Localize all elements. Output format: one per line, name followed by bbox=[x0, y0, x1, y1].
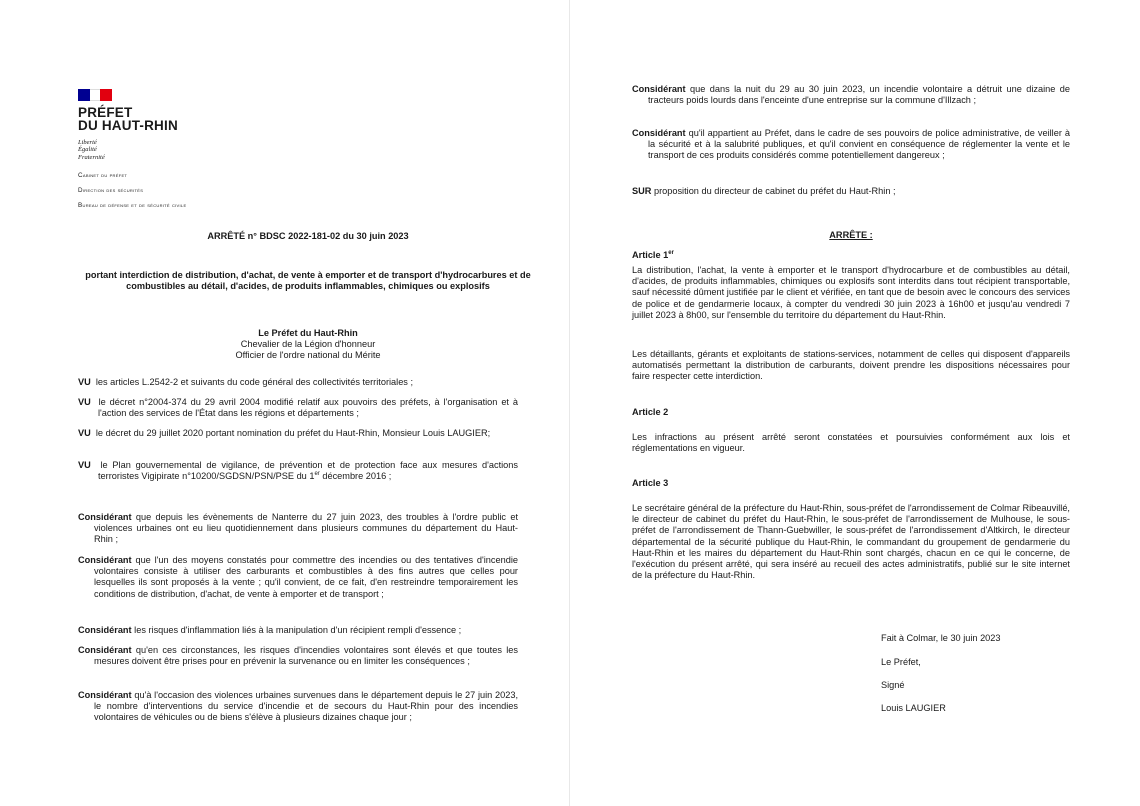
article-3-paragraph: Le secrétaire général de la préfecture du Haut-Rhin, sous-préfet de l'arrondissement de Colmar Ribeauvillé, le directeur de cabinet du préfet du Haut-Rhin, le sous-préfet de l'arrondissement de Mulhouse, le sous-préfet de l'arrondissement de Thann-Guebwiller, le sous-préfet de l'arrondissement d'Altkirch, le directeur départemental de la sécurité publique du Haut-Rhin, le commandant du groupement de gendarmerie du Haut-Rhin et les maires du département du Haut-Rhin sont chargés, chacun en ce qui le concerne, de l'exécution du présent arrêté, qui sera inséré au recueil des actes administratifs, publié sur le site internet de la préfecture du Haut-Rhin. bbox=[632, 503, 1070, 581]
article-3-title: Article 3 bbox=[632, 478, 669, 488]
service-bureau: Bureau de défense et de sécurité civile bbox=[78, 202, 187, 209]
right-page bbox=[570, 0, 1140, 806]
visa-text: les articles L.2542-2 et suivants du code général des collectivités territoriales ; bbox=[95, 377, 414, 387]
proposal-text: proposition du directeur de cabinet du préfet du Haut-Rhin ; bbox=[653, 186, 896, 196]
motto-egalite: Égalité bbox=[78, 146, 97, 154]
visa-item bbox=[78, 397, 518, 419]
republic-motto bbox=[78, 139, 105, 161]
article-1-paragraph-2: Les détaillants, gérants et exploitants de stations-services, notamment de celles qui disposent d'appareils automatisés permettant la distribution de carburants, doivent prendre les dispositions nécessaires pour faire respecter cette interdiction. bbox=[632, 349, 1070, 382]
considerant-lead: Considérant bbox=[78, 625, 132, 635]
considerant-item bbox=[78, 690, 518, 724]
proposal-lead: SUR bbox=[632, 186, 652, 196]
signature-role: Le Préfet, bbox=[881, 657, 921, 667]
visa-item bbox=[78, 428, 518, 439]
considerant-text: qu'à l'occasion des violences urbaines survenues dans le département depuis le 27 juin 2023, le nombre d'interventions du service d'incendie et de secours du Haut-Rhin pour des incendies volontaires de véhicules ou de biens s'élève à plusieurs dizaines chaque jour ; bbox=[94, 690, 518, 723]
article-2-title: Article 2 bbox=[632, 407, 669, 417]
visa-item bbox=[78, 460, 518, 482]
visa-lead: VU bbox=[78, 460, 91, 470]
considerant-item bbox=[78, 625, 518, 636]
service-direction: Direction des sécurités bbox=[78, 187, 144, 194]
article-2-paragraph: Les infractions au présent arrêté seront constatées et poursuivies conformément aux lois et réglementations en vigueur. bbox=[632, 432, 1070, 454]
visa-text: le Plan gouvernemental de vigilance, de prévention et de protection face aux mesures d'actions terroristes Vigipirate n°10200/SGDSN/PSN/PSE du 1er décembre 2016 ; bbox=[98, 460, 518, 482]
considerant-text: qu'en ces circonstances, les risques d'incendies volontaires sont élevés et que toutes les mesures doivent être prises pour en prévenir la survenance ou en limiter les conséquences ; bbox=[94, 645, 518, 667]
considerant-item bbox=[632, 84, 1070, 106]
article-1-title: Article 1er bbox=[632, 249, 674, 260]
considerant-item bbox=[632, 128, 1070, 162]
visa-lead: VU bbox=[78, 428, 91, 438]
considerant-lead: Considérant bbox=[78, 690, 132, 700]
considerant-text: que depuis les évènements de Nanterre du 27 juin 2023, des troubles à l'ordre public et violences urbaines ont eu lieu quotidiennement dans plusieurs communes du département du Haut-Rhin ; bbox=[94, 512, 518, 545]
proposal bbox=[632, 186, 1070, 197]
prefecture-name bbox=[78, 106, 178, 132]
motto-fraternite: Fraternité bbox=[78, 153, 105, 161]
article-1-paragraph-1: La distribution, l'achat, la vente à emporter et le transport d'hydrocarbure et de combustibles au détail, d'acides, de produits inflammables, chimiques ou explosifs sont interdits dans tout récipient transportable, sauf nécessité dûment justifiée par le client et vérifiée, en tant que de besoin avec le concours des services de police et de gendarmerie locaux, à compter du vendredi 30 juin 2023 à 16h00 et jusqu'au vendredi 7 juillet 2023 à 8h00, sur l'ensemble du territoire du département du Haut-Rhin. bbox=[632, 265, 1070, 320]
decree-number: ARRÊTÉ n° BDSC 2022-181-02 du 30 juin 2023 bbox=[207, 231, 409, 241]
visa-lead: VU bbox=[78, 397, 91, 407]
considerant-lead: Considérant bbox=[78, 555, 132, 565]
considerant-item bbox=[78, 512, 518, 546]
considerant-lead: Considérant bbox=[78, 512, 132, 522]
flag-red bbox=[100, 89, 112, 101]
visa-text: le décret du 29 juillet 2020 portant nomination du préfet du Haut-Rhin, Monsieur Louis LAUGIER; bbox=[95, 428, 491, 438]
marianne-logo bbox=[78, 89, 112, 101]
decree-subject: portant interdiction de distribution, d'achat, de vente à emporter et de transport d'hydrocarbures et de combustibles au détail, d'acides, de produits inflammables, chimiques ou explosifs bbox=[85, 270, 531, 292]
motto-liberte: Liberté bbox=[78, 139, 97, 146]
considerant-text: qu'il appartient au Préfet, dans le cadre de ses pouvoirs de police administrative, de veiller à la sécurité et à la salubrité publiques, et qu'il convient en conséquence de réglementer la vente et le transport de ces produits considérés comme potentiellement dangereux ; bbox=[648, 128, 1070, 161]
authority: Le Préfet du Haut-Rhin bbox=[258, 328, 358, 338]
arrete-heading: ARRÊTE : bbox=[829, 230, 873, 240]
considerant-lead: Considérant bbox=[78, 645, 132, 655]
prefecture-line-1: PRÉFET bbox=[78, 105, 133, 120]
considerant-text: que l'un des moyens constatés pour commettre des incendies ou des tentatives d'incendie volontaires consiste à utiliser des carburants et combustibles à des fins autres que celles pour lesquelles ils sont proposés à la vente ; qu'il convient, de ce fait, d'en restreindre temporairement les conditions de distribution, d'achat, de vente à emporter et de transport ; bbox=[94, 555, 518, 599]
service-cabinet: Cabinet du préfet bbox=[78, 172, 128, 179]
visa-text: le décret n°2004-374 du 29 avril 2004 modifié relatif aux pouvoirs des préfets, à l'organisation et à l'action des services de l'État dans les régions et départements ; bbox=[98, 397, 518, 419]
considerant-item bbox=[78, 555, 518, 600]
considerant-text: que dans la nuit du 29 au 30 juin 2023, un incendie volontaire a détruit une dizaine de tracteurs poids lourds dans l'enceinte d'une entreprise sur la commune d'Illzach ; bbox=[648, 84, 1070, 106]
signature-place-date: Fait à Colmar, le 30 juin 2023 bbox=[881, 633, 1001, 643]
considerant-item bbox=[78, 645, 518, 667]
signature-signed: Signé bbox=[881, 680, 905, 690]
considerant-text: les risques d'inflammation liés à la manipulation d'un récipient rempli d'essence ; bbox=[134, 625, 462, 635]
prefecture-line-2: DU HAUT-RHIN bbox=[78, 118, 178, 133]
flag-blue bbox=[78, 89, 90, 101]
considerant-lead: Considérant bbox=[632, 128, 686, 138]
visa-lead: VU bbox=[78, 377, 91, 387]
decree-authority-block bbox=[78, 328, 538, 362]
flag-white bbox=[90, 89, 100, 101]
visa-item bbox=[78, 377, 518, 388]
honor-legion: Chevalier de la Légion d'honneur bbox=[240, 339, 376, 350]
honor-merite: Officier de l'ordre national du Mérite bbox=[235, 350, 381, 361]
signature-name: Louis LAUGIER bbox=[881, 703, 946, 713]
considerant-lead: Considérant bbox=[632, 84, 686, 94]
